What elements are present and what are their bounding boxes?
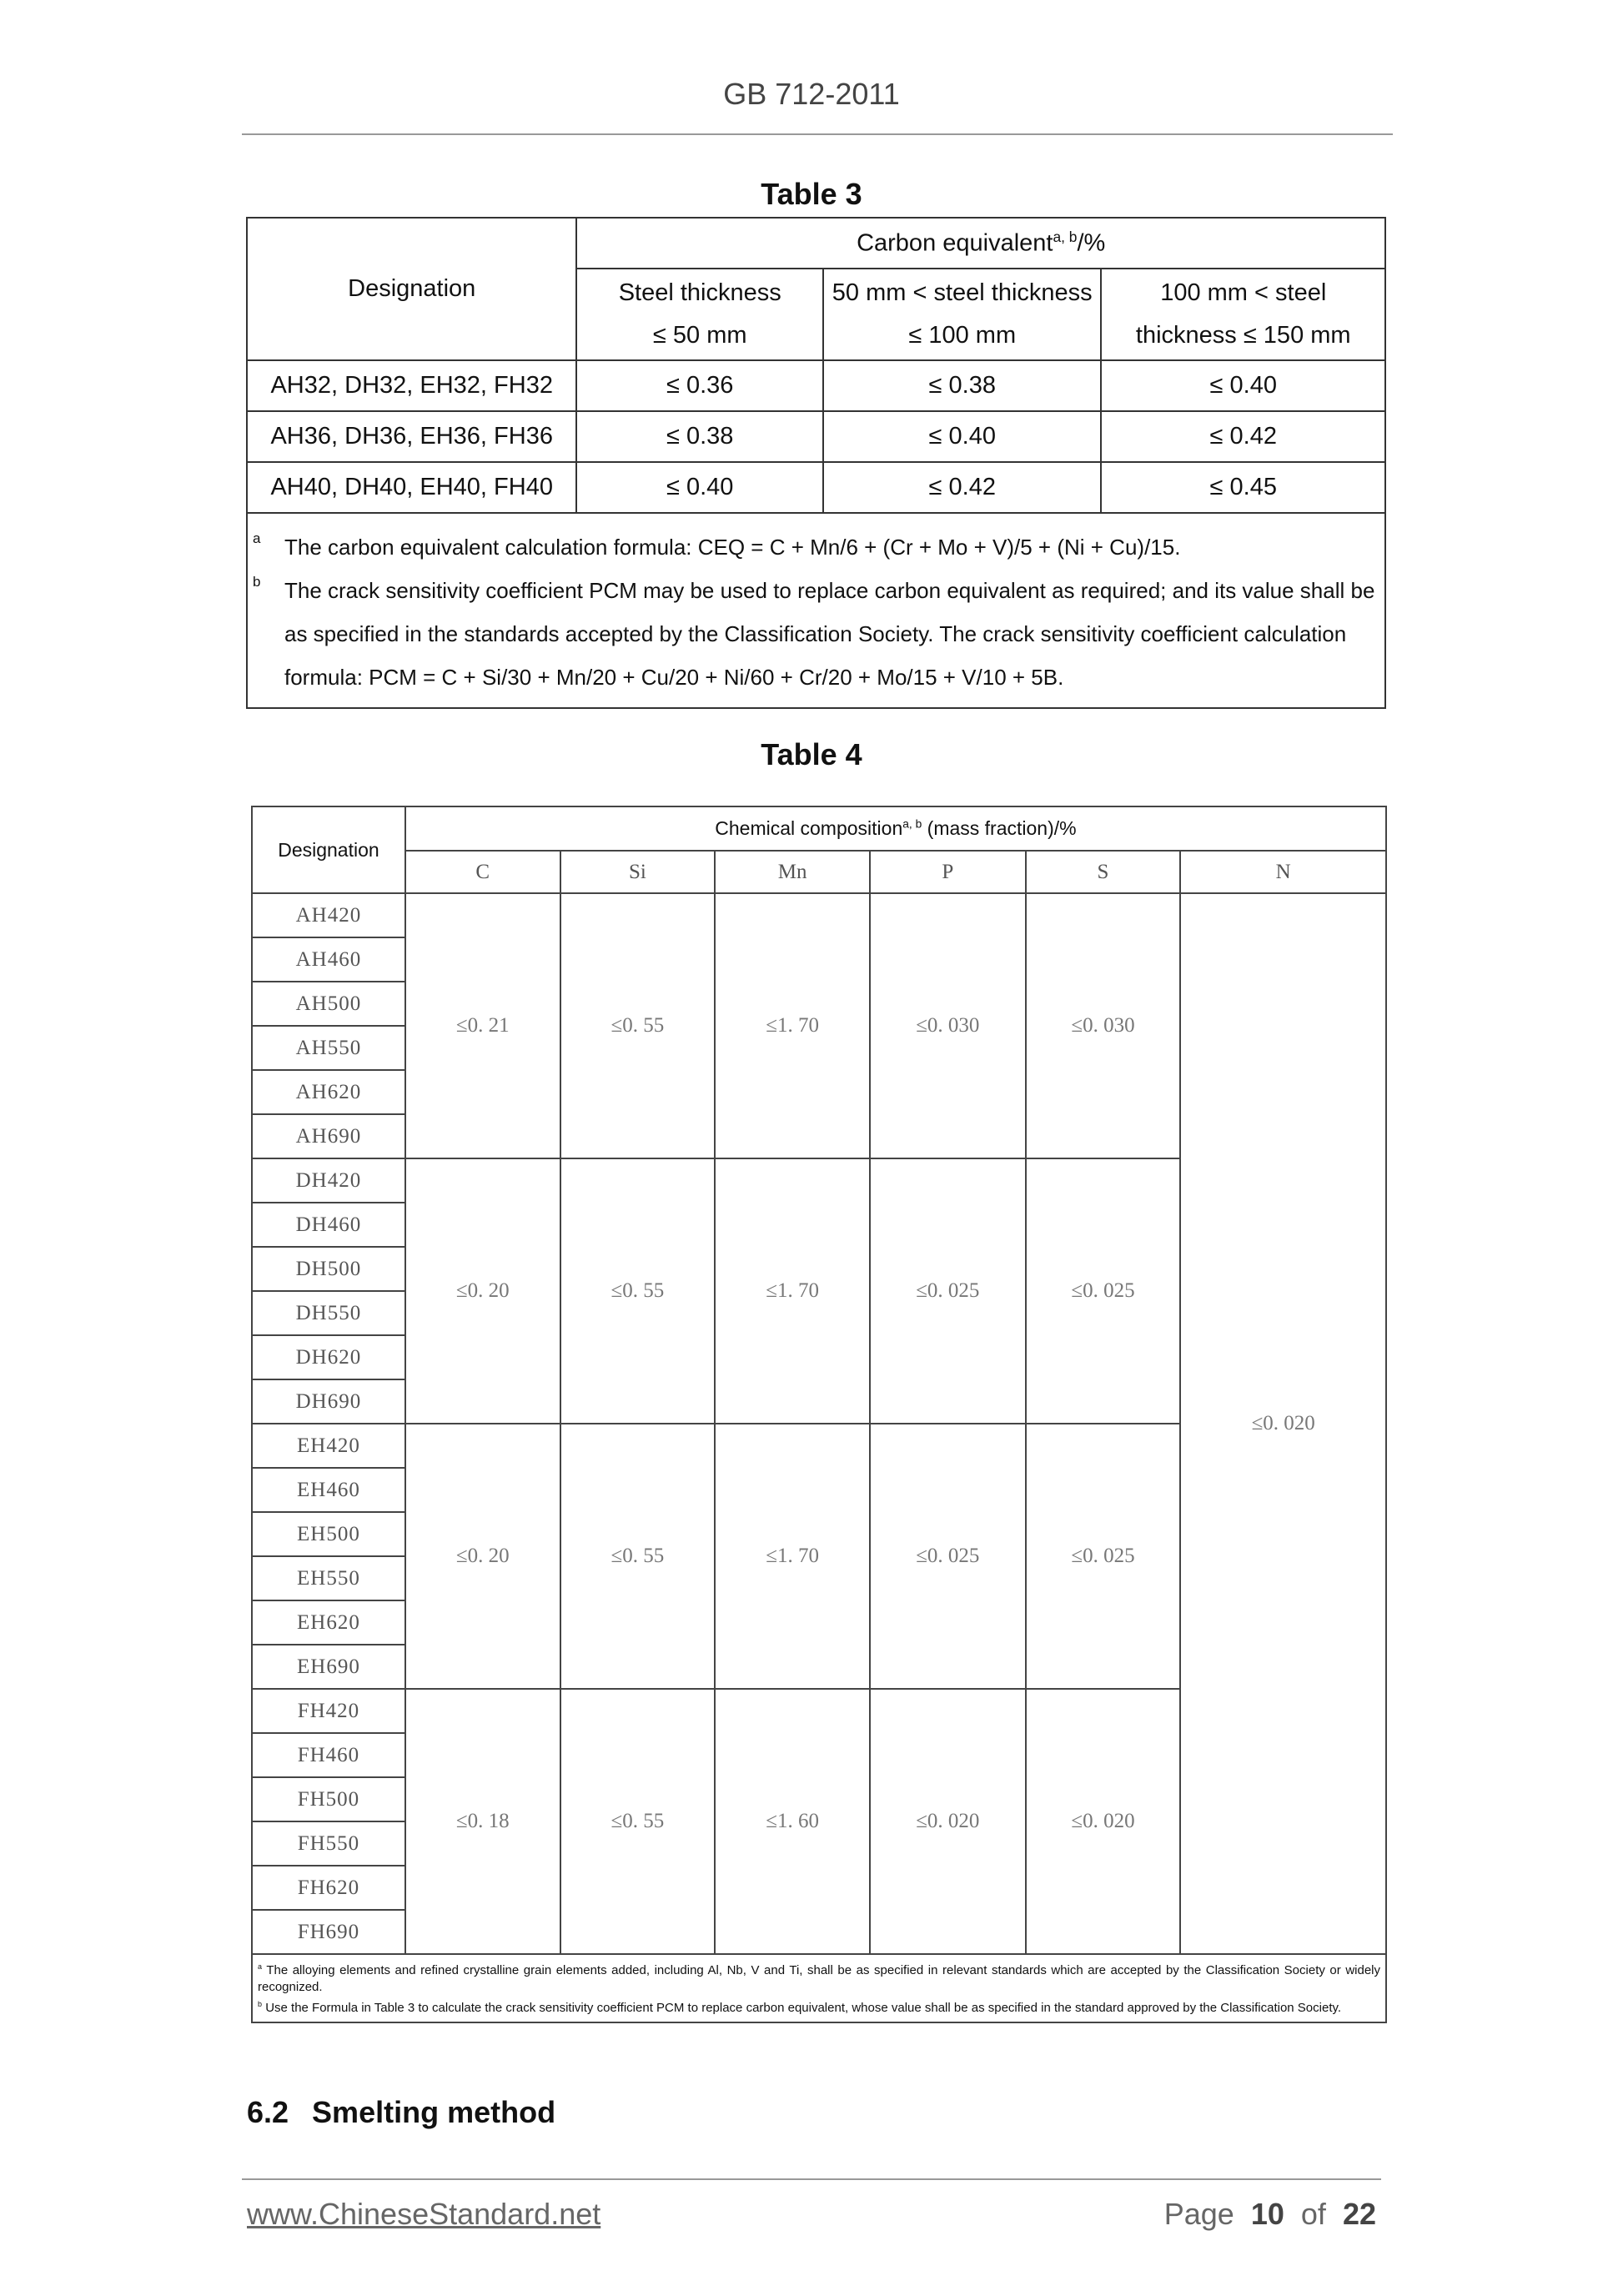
t4-grade-cell: FH690 [252,1910,405,1954]
t3-designation-cell: AH36, DH36, EH36, FH36 [247,411,576,462]
t4-nitrogen-cell: ≤0. 020 [1180,893,1386,1954]
table4 [251,806,1387,2023]
t4-value-cell: ≤0. 025 [1026,1424,1181,1689]
t4-value-cell: ≤0. 025 [1026,1158,1181,1424]
t4-footnotes [252,1954,1386,2022]
t4-grade-cell: FH550 [252,1821,405,1866]
t4-grade-cell: DH620 [252,1335,405,1379]
t3-designation-cell: AH40, DH40, EH40, FH40 [247,462,576,513]
table-row [252,893,1386,937]
t4-grade-cell: AH500 [252,982,405,1026]
table-row [247,360,1385,411]
t3-value-cell: ≤ 0.40 [576,462,823,513]
t4-element-header: Si [560,851,716,893]
footer-divider [242,2178,1381,2180]
t3-col-thickness-50: Steel thickness ≤ 50 mm [576,269,823,360]
t4-composition-header: Chemical composition$^{a, b}$ (mass fraction)/% [405,806,1386,851]
t4-value-cell: ≤1. 70 [715,893,870,1158]
t3-designation-cell: AH32, DH32, EH32, FH32 [247,360,576,411]
table3-caption: Table 3 [761,177,862,211]
t3-value-cell: ≤ 0.38 [576,411,823,462]
table-row [247,462,1385,513]
t4-grade-cell: DH550 [252,1291,405,1335]
section-heading: 6.2 Smelting method [247,2095,556,2129]
t4-grade-cell: DH690 [252,1379,405,1424]
t4-grade-cell: AH620 [252,1070,405,1114]
t4-value-cell: ≤0. 55 [560,1424,716,1689]
t4-value-cell: ≤0. 020 [870,1689,1026,1954]
t4-element-header: S [1026,851,1181,893]
t4-value-cell: ≤1. 70 [715,1424,870,1689]
table3 [246,217,1386,709]
document-header: GB 712-2011 [723,77,900,111]
table-row [247,411,1385,462]
t4-element-header: C [405,851,560,893]
t4-grade-cell: DH500 [252,1247,405,1291]
page-indicator: Page 10 of 22 [1163,2197,1376,2231]
t4-grade-cell: FH620 [252,1866,405,1910]
t4-value-cell: ≤1. 60 [715,1689,870,1954]
website-link[interactable]: www.ChineseStandard.net [247,2197,601,2231]
t3-footnote-b-cont: formula: PCM = C + Si/30 + Mn/20 + Cu/20 + Ni/60 + Cr/20 + Mo/15 + V/10 + 5B. [284,665,1064,690]
t4-value-cell: ≤0. 55 [560,1158,716,1424]
t4-value-cell: ≤0. 025 [870,1158,1026,1424]
t4-value-cell: ≤0. 030 [1026,893,1181,1158]
t4-footnote-b: $^b$ Use the Formula in Table 3 to calculate the crack sensitivity coefficient PCM to replace carbon equivalent, whose value shall be as specified in the standard approved by the Classification Society. [258,2000,1342,2015]
t3-footnote-b: b The crack sensitivity coefficient PCM may be used to replace carbon equivalent as required; and its value shall be [253,574,1375,603]
t3-col-thickness-150: 100 mm < steel thickness ≤ 150 mm [1101,269,1385,360]
t3-col-thickness-100: 50 mm < steel thickness ≤ 100 mm [823,269,1101,360]
t4-grade-cell: DH420 [252,1158,405,1203]
t4-element-header: N [1180,851,1386,893]
t4-element-header: P [870,851,1026,893]
table4-caption: Table 4 [761,737,862,771]
t3-value-cell: ≤ 0.36 [576,360,823,411]
t3-footnote-a: a The carbon equivalent calculation formula: CEQ = C + Mn/6 + (Cr + Mo + V)/5 + (Ni + Cu)/15. [253,530,1181,560]
t4-grade-cell: AH550 [252,1026,405,1070]
header-divider [242,133,1393,135]
t3-footnotes [247,513,1385,708]
t3-value-cell: ≤ 0.45 [1101,462,1385,513]
t3-footnote-b-cont: as specified in the standards accepted by the Classification Society. The crack sensitivity coefficient calculation [284,621,1347,646]
t3-value-cell: ≤ 0.42 [1101,411,1385,462]
t4-grade-cell: EH550 [252,1556,405,1600]
t4-grade-cell: EH620 [252,1600,405,1645]
t4-grade-cell: AH420 [252,893,405,937]
t4-value-cell: ≤0. 20 [405,1424,560,1689]
t4-grade-cell: AH690 [252,1114,405,1158]
t3-value-cell: ≤ 0.38 [823,360,1101,411]
t4-value-cell: ≤0. 21 [405,893,560,1158]
t4-value-cell: ≤0. 025 [870,1424,1026,1689]
t3-value-cell: ≤ 0.40 [823,411,1101,462]
t4-value-cell: ≤0. 20 [405,1158,560,1424]
t3-designation-header: Designation [247,218,576,360]
t4-value-cell: ≤0. 18 [405,1689,560,1954]
t4-grade-cell: EH500 [252,1512,405,1556]
t4-designation-header: Designation [252,806,405,893]
t4-value-cell: ≤1. 70 [715,1158,870,1424]
t4-grade-cell: EH420 [252,1424,405,1468]
t4-grade-cell: FH500 [252,1777,405,1821]
t4-grade-cell: EH690 [252,1645,405,1689]
t4-value-cell: ≤0. 030 [870,893,1026,1158]
t4-value-cell: ≤0. 55 [560,893,716,1158]
t3-value-cell: ≤ 0.40 [1101,360,1385,411]
t4-grade-cell: FH420 [252,1689,405,1733]
t4-value-cell: ≤0. 55 [560,1689,716,1954]
t4-element-header: Mn [715,851,870,893]
t4-footnote-a: $^a$ The alloying elements and refined crystalline grain elements added, including Al, Nb, V and Ti, shall be as specified in relevant standards which are accepted by the Classification Society or widely recognized. [258,1962,1380,1994]
t3-value-cell: ≤ 0.42 [823,462,1101,513]
t4-grade-cell: EH460 [252,1468,405,1512]
t4-grade-cell: DH460 [252,1203,405,1247]
t4-grade-cell: FH460 [252,1733,405,1777]
t4-grade-cell: AH460 [252,937,405,982]
t3-carbon-equivalent-header: Carbon equivalent$^{a, b}$/% [576,218,1385,269]
t4-value-cell: ≤0. 020 [1026,1689,1181,1954]
